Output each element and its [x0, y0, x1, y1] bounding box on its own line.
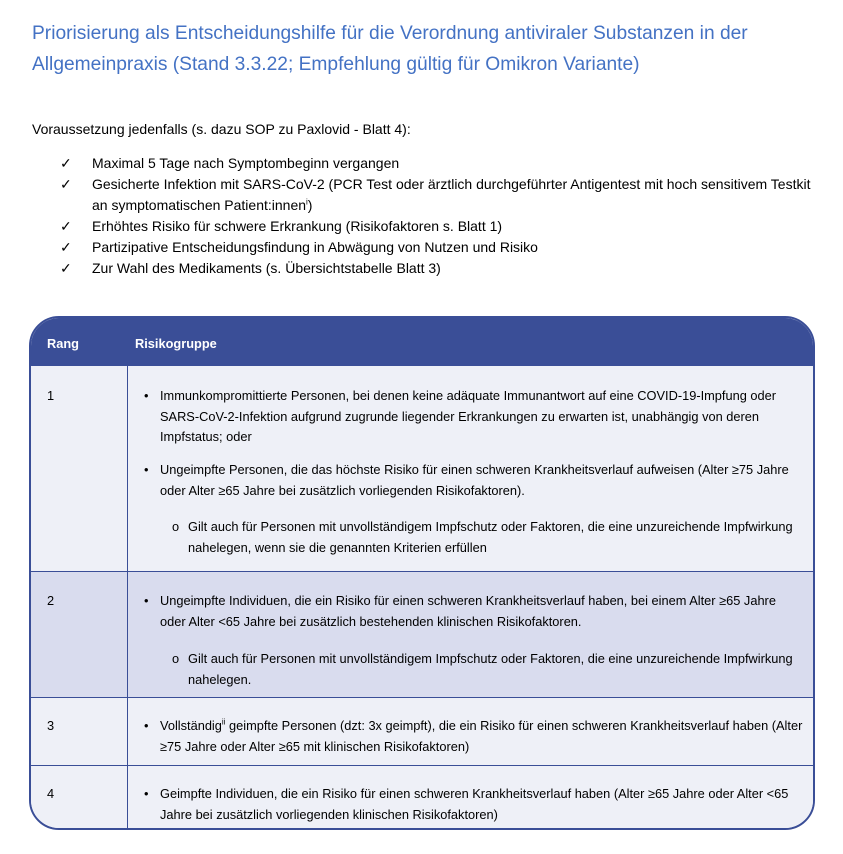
- bullet-icon: •: [144, 388, 149, 403]
- column-divider: [127, 318, 128, 828]
- checklist-item: ✓ Zur Wahl des Medikaments (s. Übersichtstabelle Blatt 3): [60, 258, 820, 279]
- rank-cell: 1: [47, 388, 55, 403]
- checkmark-icon: ✓: [60, 239, 72, 255]
- bullet-item: • Geimpfte Individuen, die ein Risiko für einen schweren Krankheitsverlauf haben (Alter ≥65 Jahre oder Alter <65 Jahre bei zusätzlich vorliegenden klinischen Risikofaktoren): [144, 786, 789, 822]
- bullet-item: • Vollständig$^{ii}$ geimpfte Personen (dzt: 3x geimpft), die ein Risiko für einen schweren Krankheitsverlauf haben (Alter ≥75 Jahre oder Alter ≥65 mit klinischen Risikofaktoren): [144, 717, 803, 754]
- rank-cell: 2: [47, 593, 55, 608]
- table-row: [31, 571, 813, 697]
- bullet-item: • Immunkompromittierte Personen, bei denen keine adäquate Immunantwort auf eine COVID-19-Impfung oder SARS-CoV-2-Infektion aufgrund zugrunde liegender Erkrankungen zu erwarten ist, unabhängig von deren Impfstatus; oder: [144, 388, 777, 444]
- risk-priority-table: [29, 316, 815, 830]
- checkmark-icon: ✓: [60, 176, 72, 192]
- header-rank: Rang: [47, 336, 79, 351]
- checkmark-icon: ✓: [60, 260, 72, 276]
- bullet-icon: •: [144, 786, 149, 801]
- table-header: [31, 318, 813, 366]
- bullet-item: • Ungeimpfte Individuen, die ein Risiko für einen schweren Krankheitsverlauf haben, bei einem Alter ≥65 Jahre oder Alter <65 Jahre bei zusätzlich bestehenden klinischen Risikofaktoren.: [144, 593, 776, 629]
- checklist-item: ✓ Maximal 5 Tage nach Symptombeginn vergangen: [60, 153, 820, 174]
- table-row: [31, 765, 813, 830]
- page-title: Priorisierung als Entscheidungshilfe für die Verordnung antiviraler Substanzen in der Allgemeinpraxis (Stand 3.3.22; Empfehlung gültig für Omikron Variante): [32, 23, 748, 75]
- header-risk-group: Risikogruppe: [135, 336, 217, 351]
- checklist-item: ✓ Gesicherte Infektion mit SARS-CoV-2 (PCR Test oder ärztlich durchgeführter Antigentest mit hoch sensitivem Testkit an symptomatischen Patient:innen$^i$): [60, 176, 811, 213]
- sub-bullet-item: o Gilt auch für Personen mit unvollständigem Impfschutz oder Faktoren, die eine unzureichende Impfwirkung nahelegen.: [172, 651, 793, 687]
- checkmark-icon: ✓: [60, 155, 72, 171]
- circle-bullet-icon: o: [172, 651, 180, 666]
- checklist-item: ✓ Erhöhtes Risiko für schwere Erkrankung (Risikofaktoren s. Blatt 1): [60, 216, 820, 237]
- bullet-icon: •: [144, 462, 149, 477]
- rank-cell: 4: [47, 786, 55, 801]
- rank-cell: 3: [47, 718, 55, 733]
- table-row: [31, 697, 813, 765]
- checklist: [60, 153, 820, 279]
- checklist-item: ✓ Partizipative Entscheidungsfindung in Abwägung von Nutzen und Risiko: [60, 237, 820, 258]
- requirement-text: Voraussetzung jedenfalls (s. dazu SOP zu Paxlovid - Blatt 4):: [32, 121, 411, 137]
- checkmark-icon: ✓: [60, 218, 72, 234]
- bullet-icon: •: [144, 593, 149, 608]
- table-row: [31, 366, 813, 571]
- sub-bullet-item: o Gilt auch für Personen mit unvollständigem Impfschutz oder Faktoren, die eine unzureichende Impfwirkung nahelegen, wenn sie die genannten Kriterien erfüllen: [172, 519, 793, 555]
- bullet-item: • Ungeimpfte Personen, die das höchste Risiko für einen schweren Krankheitsverlauf aufweisen (Alter ≥75 Jahre oder Alter ≥65 Jahre bei zusätzlich vorliegenden Risikofaktoren).: [144, 462, 789, 498]
- bullet-icon: •: [144, 718, 149, 733]
- circle-bullet-icon: o: [172, 519, 180, 534]
- footnote-marker: i: [306, 197, 308, 207]
- footnote-marker: ii: [221, 717, 226, 727]
